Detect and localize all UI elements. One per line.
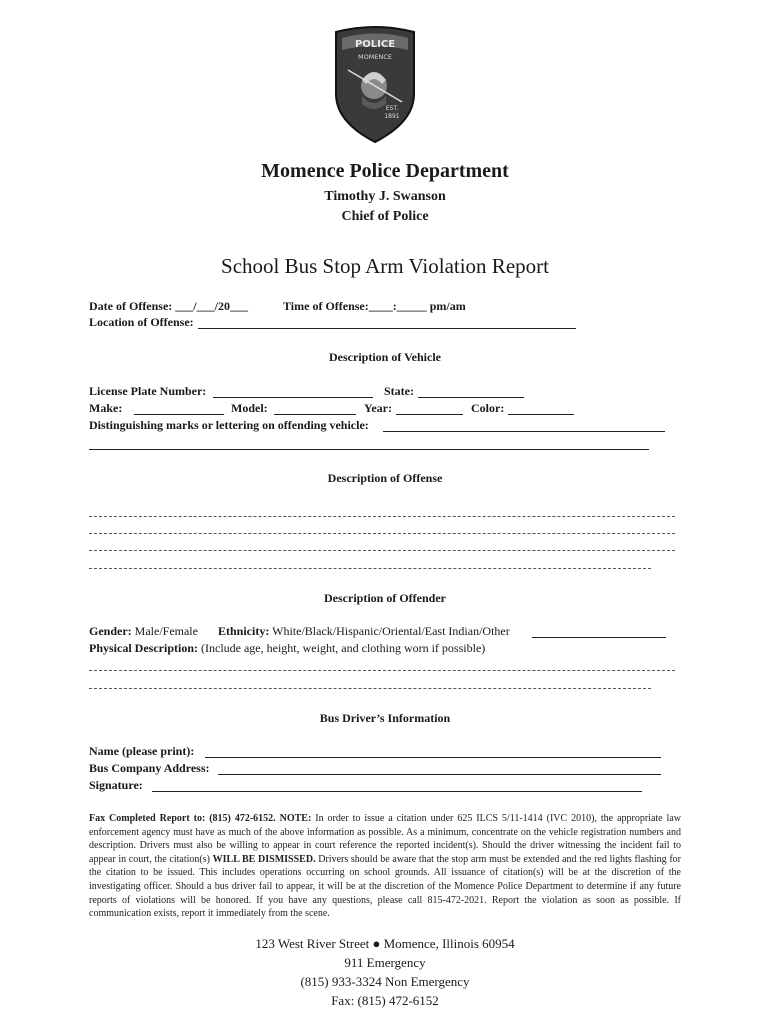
gender-row xyxy=(89,624,198,639)
signature-field[interactable] xyxy=(152,791,642,792)
dismissed-warning: WILL BE DISMISSED. xyxy=(212,853,316,865)
year-field[interactable] xyxy=(396,414,463,415)
driver-section-title: Bus Driver’s Information xyxy=(319,711,451,725)
notice-paragraph xyxy=(89,812,681,921)
offense-description-line-3[interactable] xyxy=(89,550,675,551)
chief-title: Chief of Police xyxy=(341,209,429,224)
color-label: Color: xyxy=(471,401,505,415)
notice-text-2: Drivers should be aware that the stop arm must be extended and the red lights flashing for the citation to be issued. This includes operations occurring on school grounds. All issuance of citation(s) will be at the discretion of the investigating officer. Should a bus driver fail to appear, it will be at the discretion of the Momence Police Department to determine if any future reports of violations will be honored. If you have any questions, please call 815-472-2021. Report the violation as soon as possible. If communication exists, report it immediately from the scene. xyxy=(89,853,682,920)
gender-options: Male/Female xyxy=(134,624,198,638)
license-plate-label: License Plate Number: xyxy=(89,384,207,398)
ethnicity-row xyxy=(218,624,510,639)
gender-label: Gender: xyxy=(89,624,132,638)
chief-name: Timothy J. Swanson xyxy=(324,189,446,204)
state-field[interactable] xyxy=(418,397,524,398)
bus-company-field[interactable] xyxy=(218,774,661,775)
notice-text-1: In order to issue a citation under 625 ILCS 5/11-1414 (IVC 2010), the appropriate law enforcement agency must have as much of the above information as possible. As a minimum, concentrate on the vehicle registration numbers and description. Drivers must also be willing to appear in court reference the reported incident(s). Should the driver witnessing the incident fail to appear in court, the citation(s) xyxy=(89,813,681,865)
note-label: NOTE: xyxy=(279,813,312,824)
badge-top-text: POLICE xyxy=(354,39,396,50)
footer-non-emergency: (815) 933-3324 Non Emergency xyxy=(300,974,470,989)
form-title: School Bus Stop Arm Violation Report xyxy=(221,254,549,278)
footer-fax: Fax: (815) 472-6152 xyxy=(331,993,439,1008)
year-label: Year: xyxy=(364,401,392,415)
model-field[interactable] xyxy=(274,414,356,415)
fax-instruction: Fax Completed Report to: (815) 472-6152. xyxy=(89,813,276,824)
license-plate-field[interactable] xyxy=(213,397,373,398)
badge-est-text: EST. xyxy=(385,105,399,112)
bus-company-label: Bus Company Address: xyxy=(89,761,210,775)
driver-name-label: Name (please print): xyxy=(89,744,195,758)
driver-name-field[interactable] xyxy=(205,757,661,758)
location-of-offense-field[interactable] xyxy=(198,328,576,329)
distinguishing-marks-field[interactable] xyxy=(383,431,665,432)
badge-year-text: 1891 xyxy=(384,113,400,120)
physical-description-line-1[interactable] xyxy=(89,670,675,671)
time-of-offense-label: Time of Offense:____:_____ pm/am xyxy=(283,299,466,313)
distinguishing-marks-label: Distinguishing marks or lettering on offending vehicle: xyxy=(89,418,369,432)
offense-description-line-4[interactable] xyxy=(89,568,651,569)
footer-address: 123 West River Street ● Momence, Illinois 60954 xyxy=(255,936,515,951)
offender-section-title: Description of Offender xyxy=(324,591,446,605)
location-of-offense-label: Location of Offense: xyxy=(89,315,194,329)
physical-description-line-2[interactable] xyxy=(89,688,651,689)
offense-description-line-1[interactable] xyxy=(89,516,675,517)
physical-description-row xyxy=(89,641,485,656)
badge-city-text: MOMENCE xyxy=(358,53,392,61)
ethnicity-label: Ethnicity: xyxy=(218,624,270,638)
date-of-offense-label: Date of Offense: ___/___/20___ xyxy=(89,299,248,313)
department-name: Momence Police Department xyxy=(261,160,509,182)
footer-emergency: 911 Emergency xyxy=(344,955,426,970)
ethnicity-other-field[interactable] xyxy=(532,637,666,638)
offense-description-line-2[interactable] xyxy=(89,533,675,534)
color-field[interactable] xyxy=(508,414,574,415)
vehicle-section-title: Description of Vehicle xyxy=(329,350,441,364)
police-badge-logo xyxy=(330,24,420,144)
physical-description-label: Physical Description: xyxy=(89,641,198,655)
make-label: Make: xyxy=(89,401,123,415)
ethnicity-options: White/Black/Hispanic/Oriental/East Indian/Other xyxy=(272,624,510,638)
state-label: State: xyxy=(384,384,414,398)
model-label: Model: xyxy=(231,401,268,415)
distinguishing-marks-field-2[interactable] xyxy=(89,449,649,450)
signature-label: Signature: xyxy=(89,778,143,792)
physical-description-hint: (Include age, height, weight, and clothing worn if possible) xyxy=(201,641,486,655)
offense-section-title: Description of Offense xyxy=(327,471,443,485)
make-field[interactable] xyxy=(134,414,224,415)
